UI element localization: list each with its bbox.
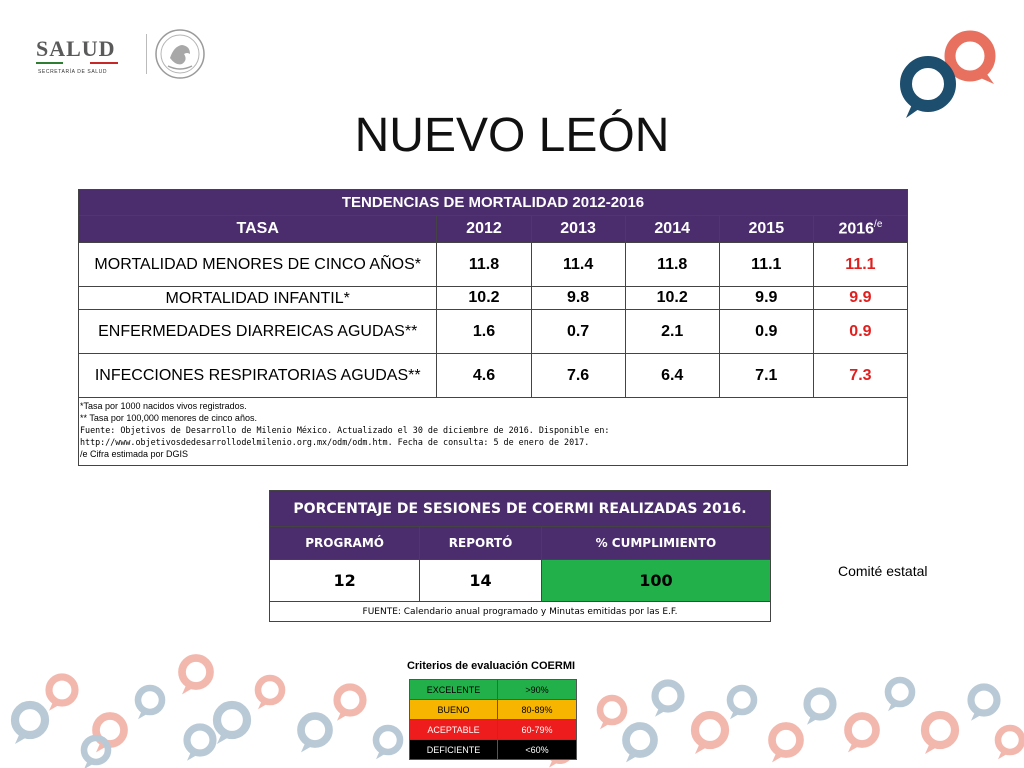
decorative-ring <box>730 688 754 719</box>
cell-value: 1.6 <box>437 310 531 354</box>
decorative-ring <box>376 728 400 759</box>
criteria-range: 60-79% <box>498 720 577 740</box>
coermi-source: FUENTE: Calendario anual programado y Minutas emitidas por las E.F. <box>270 602 771 622</box>
note-source-text: Fuente: Objetivos de Desarrollo de Milenio México. Actualizado el 30 de diciembre de 2016. Disponible en: http://www.objetivosdedesarrollodelmilenio.org.mx/odm/odm.htm. Fecha de consulta: 5 de enero de 2017. <box>80 425 610 447</box>
table-row <box>79 243 908 287</box>
decorative-ring <box>258 678 282 709</box>
criteria-range: <60% <box>498 740 577 760</box>
note-under-five: ** Tasa por 100,000 menores de cinco años. <box>80 413 257 423</box>
programmed-value: 12 <box>270 560 420 602</box>
cell-value: 11.8 <box>625 243 719 287</box>
criteria-table <box>409 679 577 760</box>
decorative-ring <box>998 728 1022 759</box>
table-row <box>79 287 908 310</box>
salud-logo-subtitle: SECRETARÍA DE SALUD <box>38 69 108 75</box>
cell-estimate: 0.9 <box>813 310 907 354</box>
cell-value: 0.7 <box>531 310 625 354</box>
cell-estimate: 7.3 <box>813 354 907 398</box>
decorative-ring <box>84 738 108 768</box>
cell-estimate: 9.9 <box>813 287 907 310</box>
row-label: INFECCIONES RESPIRATORIAS AGUDAS** <box>79 354 437 398</box>
criteria-name: BUENO <box>410 700 498 720</box>
header-2016-suffix: /e <box>874 219 883 231</box>
mortality-header-row <box>79 216 908 243</box>
row-label: MORTALIDAD MENORES DE CINCO AÑOS* <box>79 243 437 287</box>
criteria-name: DEFICIENTE <box>410 740 498 760</box>
note-births: *Tasa por 1000 nacidos vivos registrados. <box>80 401 247 411</box>
decorative-ring <box>600 698 624 729</box>
reported-value: 14 <box>420 560 542 602</box>
table-row <box>79 354 908 398</box>
notes-row <box>79 398 908 466</box>
cell-value: 7.6 <box>531 354 625 398</box>
salud-logo <box>36 36 136 76</box>
decorative-ring <box>217 705 247 744</box>
criteria-name: EXCELENTE <box>410 680 498 700</box>
criteria-row <box>410 680 577 700</box>
decorative-ring <box>971 687 997 721</box>
row-label: MORTALIDAD INFANTIL* <box>79 287 437 310</box>
cell-value: 9.9 <box>719 287 813 310</box>
note-source <box>80 424 906 448</box>
table-row <box>79 310 908 354</box>
header-2012: 2012 <box>437 216 531 243</box>
criteria-row <box>410 720 577 740</box>
decorative-ring <box>925 715 955 754</box>
coermi-values-row <box>270 560 771 602</box>
cell-value: 10.2 <box>437 287 531 310</box>
decorative-ring <box>301 716 329 752</box>
decorative-ring <box>772 726 800 762</box>
criteria-range: 80-89% <box>498 700 577 720</box>
criteria-title: Criterios de evaluación COERMI <box>406 660 576 672</box>
criteria-row <box>410 700 577 720</box>
cell-estimate: 11.1 <box>813 243 907 287</box>
mexico-seal-icon <box>154 28 206 80</box>
decorative-ring <box>888 680 912 711</box>
decorative-ring <box>138 688 162 719</box>
cell-value: 4.6 <box>437 354 531 398</box>
cell-value: 11.8 <box>437 243 531 287</box>
cell-value: 2.1 <box>625 310 719 354</box>
decorative-ring <box>337 687 363 721</box>
header-2016-year: 2016 <box>838 220 875 238</box>
header-programo: PROGRAMÓ <box>270 527 420 560</box>
decorative-ring <box>15 705 45 744</box>
mortality-trends-table <box>78 189 908 466</box>
header-cumplimiento: % CUMPLIMIENTO <box>541 527 770 560</box>
criteria-range: >90% <box>498 680 577 700</box>
decorative-ring <box>655 683 681 717</box>
cell-value: 6.4 <box>625 354 719 398</box>
cell-value: 10.2 <box>625 287 719 310</box>
coermi-table-title: PORCENTAJE DE SESIONES DE COERMI REALIZADAS 2016. <box>270 491 771 527</box>
note-estimate: /e Cifra estimada por DGIS <box>80 449 189 459</box>
table-notes <box>79 398 908 466</box>
header-2014: 2014 <box>625 216 719 243</box>
coermi-header-row <box>270 527 771 560</box>
cell-value: 0.9 <box>719 310 813 354</box>
salud-logo-word: SALUD <box>36 36 116 61</box>
decorative-ring <box>626 726 654 762</box>
header-2016 <box>813 216 907 243</box>
decorative-ring <box>182 658 210 694</box>
decorative-ring <box>807 691 833 725</box>
header-reporto: REPORTÓ <box>420 527 542 560</box>
decorative-ring <box>695 715 725 754</box>
criteria-name: ACEPTABLE <box>410 720 498 740</box>
cell-value: 11.1 <box>719 243 813 287</box>
cell-value: 11.4 <box>531 243 625 287</box>
logo-divider <box>146 34 147 74</box>
cell-value: 7.1 <box>719 354 813 398</box>
row-label: ENFERMEDADES DIARREICAS AGUDAS** <box>79 310 437 354</box>
compliance-value: 100 <box>541 560 770 602</box>
salud-logo-bar <box>36 62 118 64</box>
mortality-table-title: TENDENCIAS DE MORTALIDAD 2012-2016 <box>79 190 908 216</box>
decorative-ring <box>848 716 876 752</box>
page-title: NUEVO LEÓN <box>354 109 670 162</box>
comite-label: Comité estatal <box>838 563 928 579</box>
decorative-ring <box>187 727 213 761</box>
decorative-ring <box>49 677 75 711</box>
header-2015: 2015 <box>719 216 813 243</box>
header-2013: 2013 <box>531 216 625 243</box>
criteria-row <box>410 740 577 760</box>
header-tasa: TASA <box>79 216 437 243</box>
cell-value: 9.8 <box>531 287 625 310</box>
